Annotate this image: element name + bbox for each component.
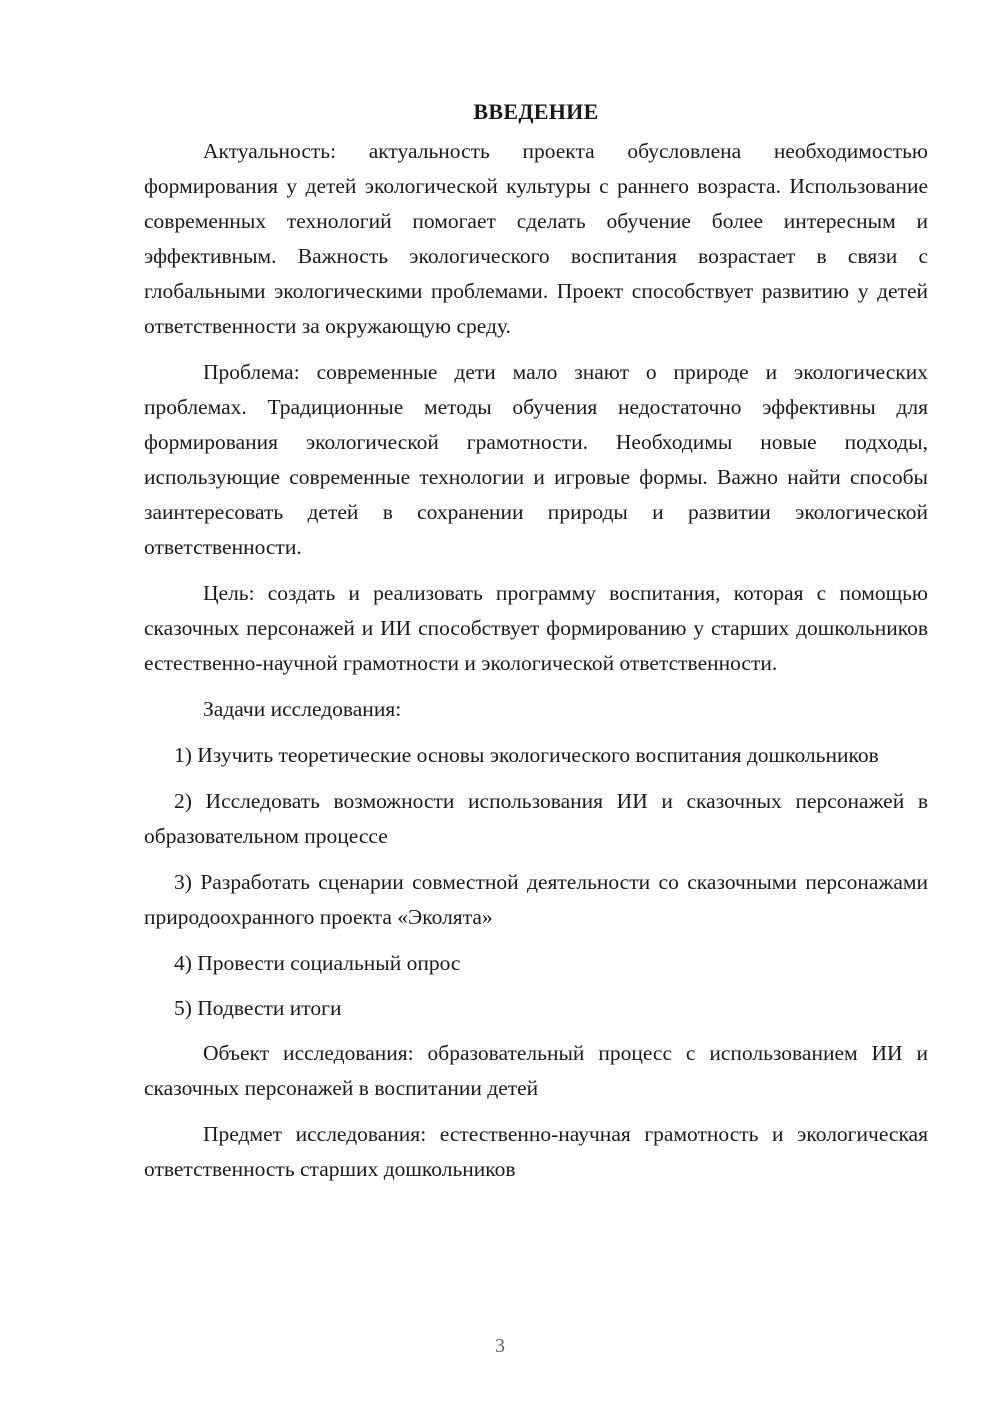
task-item-4: 4) Провести социальный опрос [174, 951, 461, 975]
goal-paragraph: Цель: создать и реализовать программу воспитания, которая с помощью сказочных персонажей и ИИ способствует формированию у старших дошкольников естественно-научной грамотности и экологической ответственности. [144, 581, 928, 675]
task-item-5: 5) Подвести итоги [174, 996, 342, 1020]
subject-paragraph: Предмет исследования: естественно-научная грамотность и экологическая ответственность старших дошкольников [144, 1122, 928, 1181]
task-item-2: 2) Исследовать возможности использования ИИ и сказочных персонажей в образовательном процессе [144, 789, 928, 848]
page-number: 3 [495, 1335, 505, 1357]
relevance-paragraph: Актуальность: актуальность проекта обусловлена необходимостью формирования у детей экологической культуры с раннего возраста. Использование современных технологий помогает сделать обучение более интересным и эффективным. Важность экологического воспитания возрастает в связи с глобальными экологическими проблемами. Проект способствует развитию у детей ответственности за окружающую среду. [144, 139, 928, 338]
problem-paragraph: Проблема: современные дети мало знают о природе и экологических проблемах. Традиционные методы обучения недостаточно эффективны для формирования экологической грамотности. Необходимы новые подходы, использующие современные технологии и игровые формы. Важно найти способы заинтересовать детей в сохранении природы и развитии экологической ответственности. [144, 360, 928, 559]
section-title: ВВЕДЕНИЕ [473, 99, 599, 124]
tasks-heading: Задачи исследования: [203, 697, 402, 721]
document-page [144, 94, 928, 1198]
object-paragraph: Объект исследования: образовательный процесс с использованием ИИ и сказочных персонажей в воспитании детей [144, 1041, 928, 1100]
task-item-1: 1) Изучить теоретические основы экологического воспитания дошкольников [174, 743, 879, 767]
task-item-3: 3) Разработать сценарии совместной деятельности со сказочными персонажами природоохранного проекта «Эколята» [144, 870, 928, 929]
